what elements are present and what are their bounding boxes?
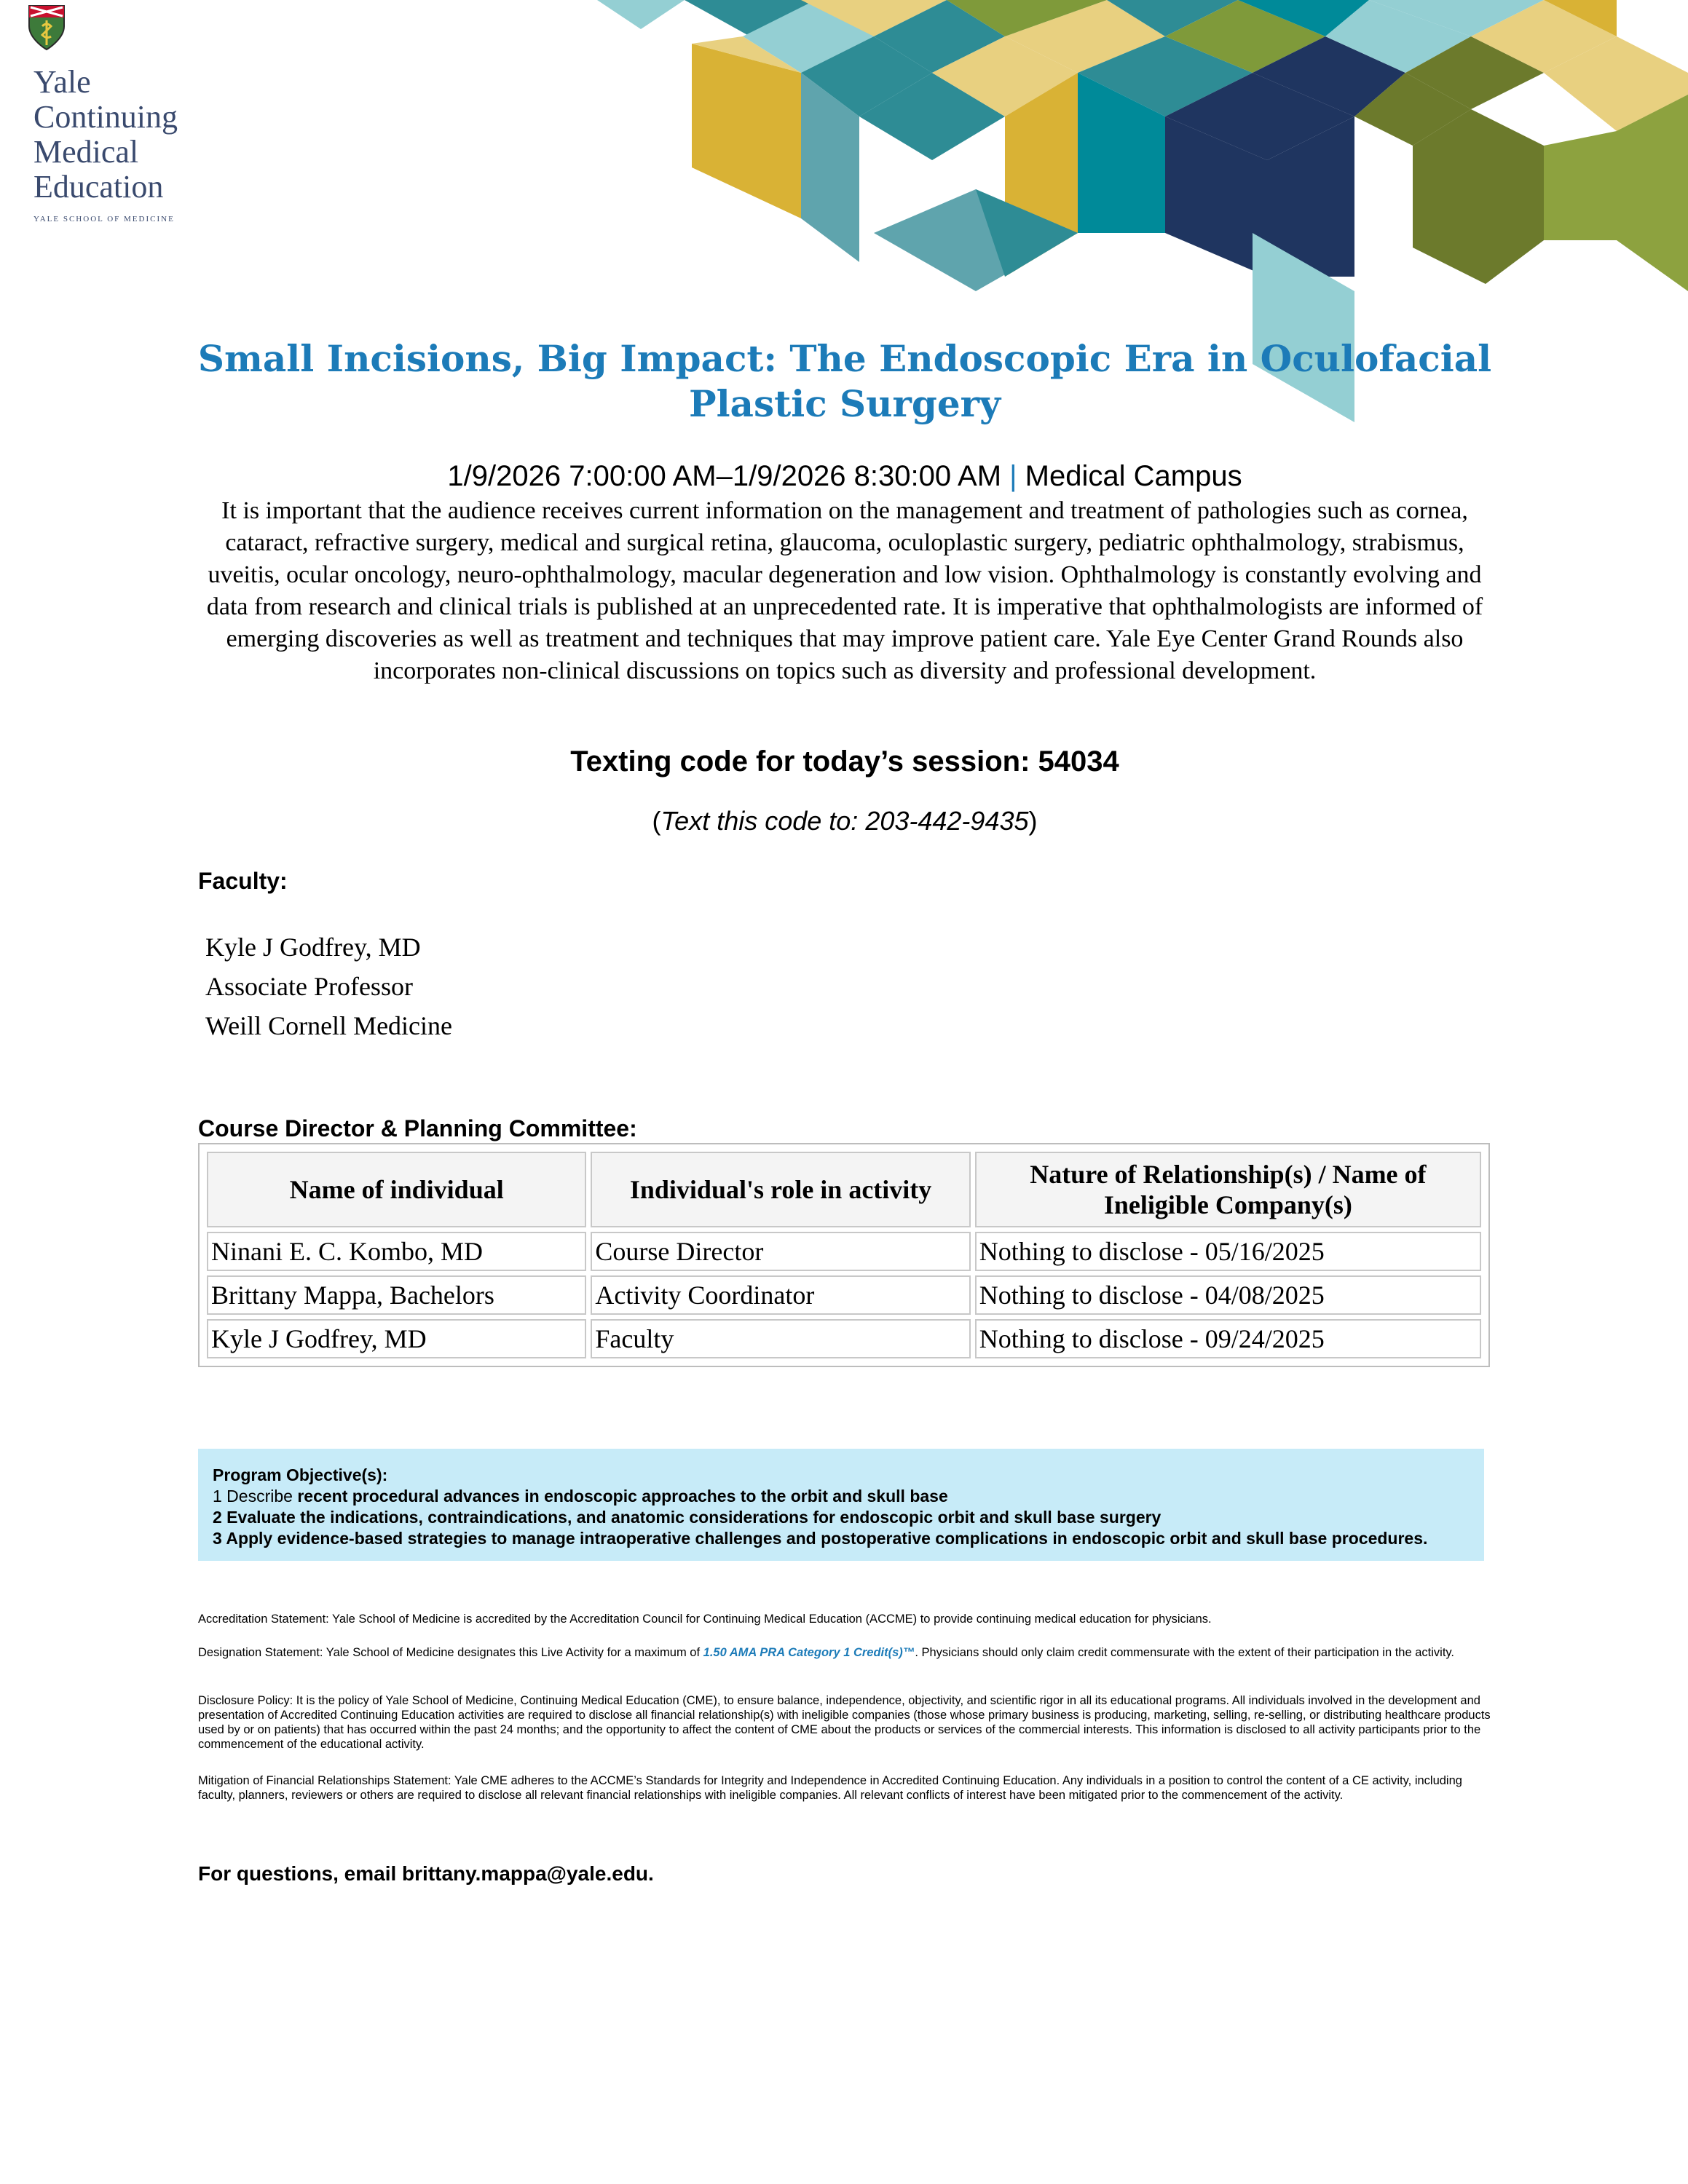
separator: | [1009, 460, 1017, 492]
designation-prefix: Designation Statement: Yale School of Medicine designates this Live Activity for a maximum of [198, 1646, 703, 1659]
objective-item: 2 Evaluate the indications, contraindications, and anatomic considerations for endoscopic orbit and skull base surgery [213, 1508, 1162, 1527]
designation-suffix: . Physicians should only claim credit commensurate with the extent of their participation in the activity. [915, 1646, 1455, 1659]
contact-line: For questions, email brittany.mappa@yale.edu. [198, 1862, 654, 1885]
logo-line: Continuing [33, 99, 178, 135]
event-datetime-location [189, 459, 1500, 494]
event-description: It is important that the audience receives current information on the management and treatment of pathologies such as cornea, cataract, refractive surgery, medical and surgical retina, glaucoma, oculoplastic surgery, pediatric ophthalmology, strabismus, uveitis, ocular oncology, neuro-ophthalmology, macular degeneration and low vision. Ophthalmology is constantly evolving and data from research and clinical trials is published at an unprecedented rate. It is imperative that ophthalmologists are informed of emerging discoveries as well as treatment and techniques that may improve patient care. Yale Eye Center Grand Rounds also incorporates non-clinical discussions on topics such as diversity and professional development. [206, 497, 1483, 684]
accreditation-statement: Accreditation Statement: Yale School of Medicine is accredited by the Accreditation Council for Continuing Medical Education (ACCME) to provide continuing medical education for physicians. [198, 1613, 1212, 1626]
yale-shield-icon [28, 4, 66, 51]
table-cell: Brittany Mappa, Bachelors [207, 1275, 586, 1315]
faculty-institution: Weill Cornell Medicine [205, 1011, 453, 1040]
event-location: Medical Campus [1025, 460, 1242, 492]
credit-amount: 1.50 AMA PRA Category 1 Credit(s)™ [703, 1646, 915, 1659]
texting-code: Texting code for today’s session: 54034 [570, 745, 1119, 778]
table-row [207, 1275, 1481, 1315]
objective-item [213, 1486, 1470, 1507]
disclosure-policy: Disclosure Policy: It is the policy of Yale School of Medicine, Continuing Medical Education (CME), to ensure balance, independence, objectivity, and scientific rigor in all its educational programs. All individuals involved in the development and presentation of Accredited Continuing Education activities are required to disclose all financial relationship(s) with ineligible companies (those whose primary business is producing, marketing, selling, re-selling, or distributing healthcare products used by or on patients) that has occurred within the past 24 months; and the opportunity to affect the content of CME about the products or services of the commercial interests. This information is disclosed to all activity participants prior to the commencement of the educational activity. [198, 1694, 1491, 1751]
table-cell: Faculty [591, 1319, 970, 1358]
text-to-label: Text this code to: 203-442-9435 [660, 806, 1029, 836]
logo-line: Yale [33, 64, 91, 100]
faculty-info [205, 927, 452, 1045]
objective-1-prefix: 1 Describe [213, 1487, 298, 1506]
table-cell: Activity Coordinator [591, 1275, 970, 1315]
table-cell: Nothing to disclose - 09/24/2025 [975, 1319, 1481, 1358]
table-cell: Course Director [591, 1232, 970, 1271]
column-header: Name of individual [207, 1152, 586, 1227]
table-cell: Ninani E. C. Kombo, MD [207, 1232, 586, 1271]
faculty-title: Associate Professor [205, 972, 413, 1001]
paren-close: ) [1028, 806, 1038, 836]
event-title: Small Incisions, Big Impact: The Endoscopic Era in Oculofacial Plastic Surgery [197, 337, 1492, 425]
objective-1-text: recent procedural advances in endoscopic approaches to the orbit and skull base [297, 1487, 948, 1506]
table-cell: Nothing to disclose - 04/08/2025 [975, 1275, 1481, 1315]
mitigation-statement: Mitigation of Financial Relationships Statement: Yale CME adheres to the ACCME’s Standards for Integrity and Independence in Accredited Continuing Education. Any individuals in a position to control the content of a CE activity, including faculty, planners, reviewers or others are required to disclose all relevant financial relationships with ineligible companies. All relevant conflicts of interest have been mitigated prior to the commencement of the activity. [198, 1774, 1462, 1802]
logo-subtitle: YALE SCHOOL OF MEDICINE [33, 215, 175, 223]
designation-statement [198, 1645, 1491, 1660]
faculty-name: Kyle J Godfrey, MD [205, 933, 421, 962]
committee-table [198, 1143, 1490, 1367]
logo-line: Education [33, 169, 164, 205]
objectives-heading: Program Objective(s): [213, 1465, 388, 1484]
table-cell: Nothing to disclose - 05/16/2025 [975, 1232, 1481, 1271]
table-row [207, 1319, 1481, 1358]
table-cell: Kyle J Godfrey, MD [207, 1319, 586, 1358]
table-row [207, 1232, 1481, 1271]
yale-cme-logo [26, 4, 216, 223]
committee-heading: Course Director & Planning Committee: [198, 1115, 637, 1142]
column-header: Individual's role in activity [591, 1152, 970, 1227]
text-to-number [189, 805, 1500, 837]
faculty-heading: Faculty: [198, 868, 288, 894]
paren-open: ( [652, 806, 661, 836]
logo-line: Medical [33, 134, 139, 170]
table-header-row [207, 1152, 1481, 1227]
event-datetime: 1/9/2026 7:00:00 AM–1/9/2026 8:30:00 AM [447, 460, 1002, 492]
column-header: Nature of Relationship(s) / Name of Ineligible Company(s) [975, 1152, 1481, 1227]
program-objectives [198, 1449, 1484, 1561]
objective-item: 3 Apply evidence-based strategies to manage intraoperative challenges and postoperative complications in endoscopic orbit and skull base procedures. [213, 1529, 1428, 1548]
